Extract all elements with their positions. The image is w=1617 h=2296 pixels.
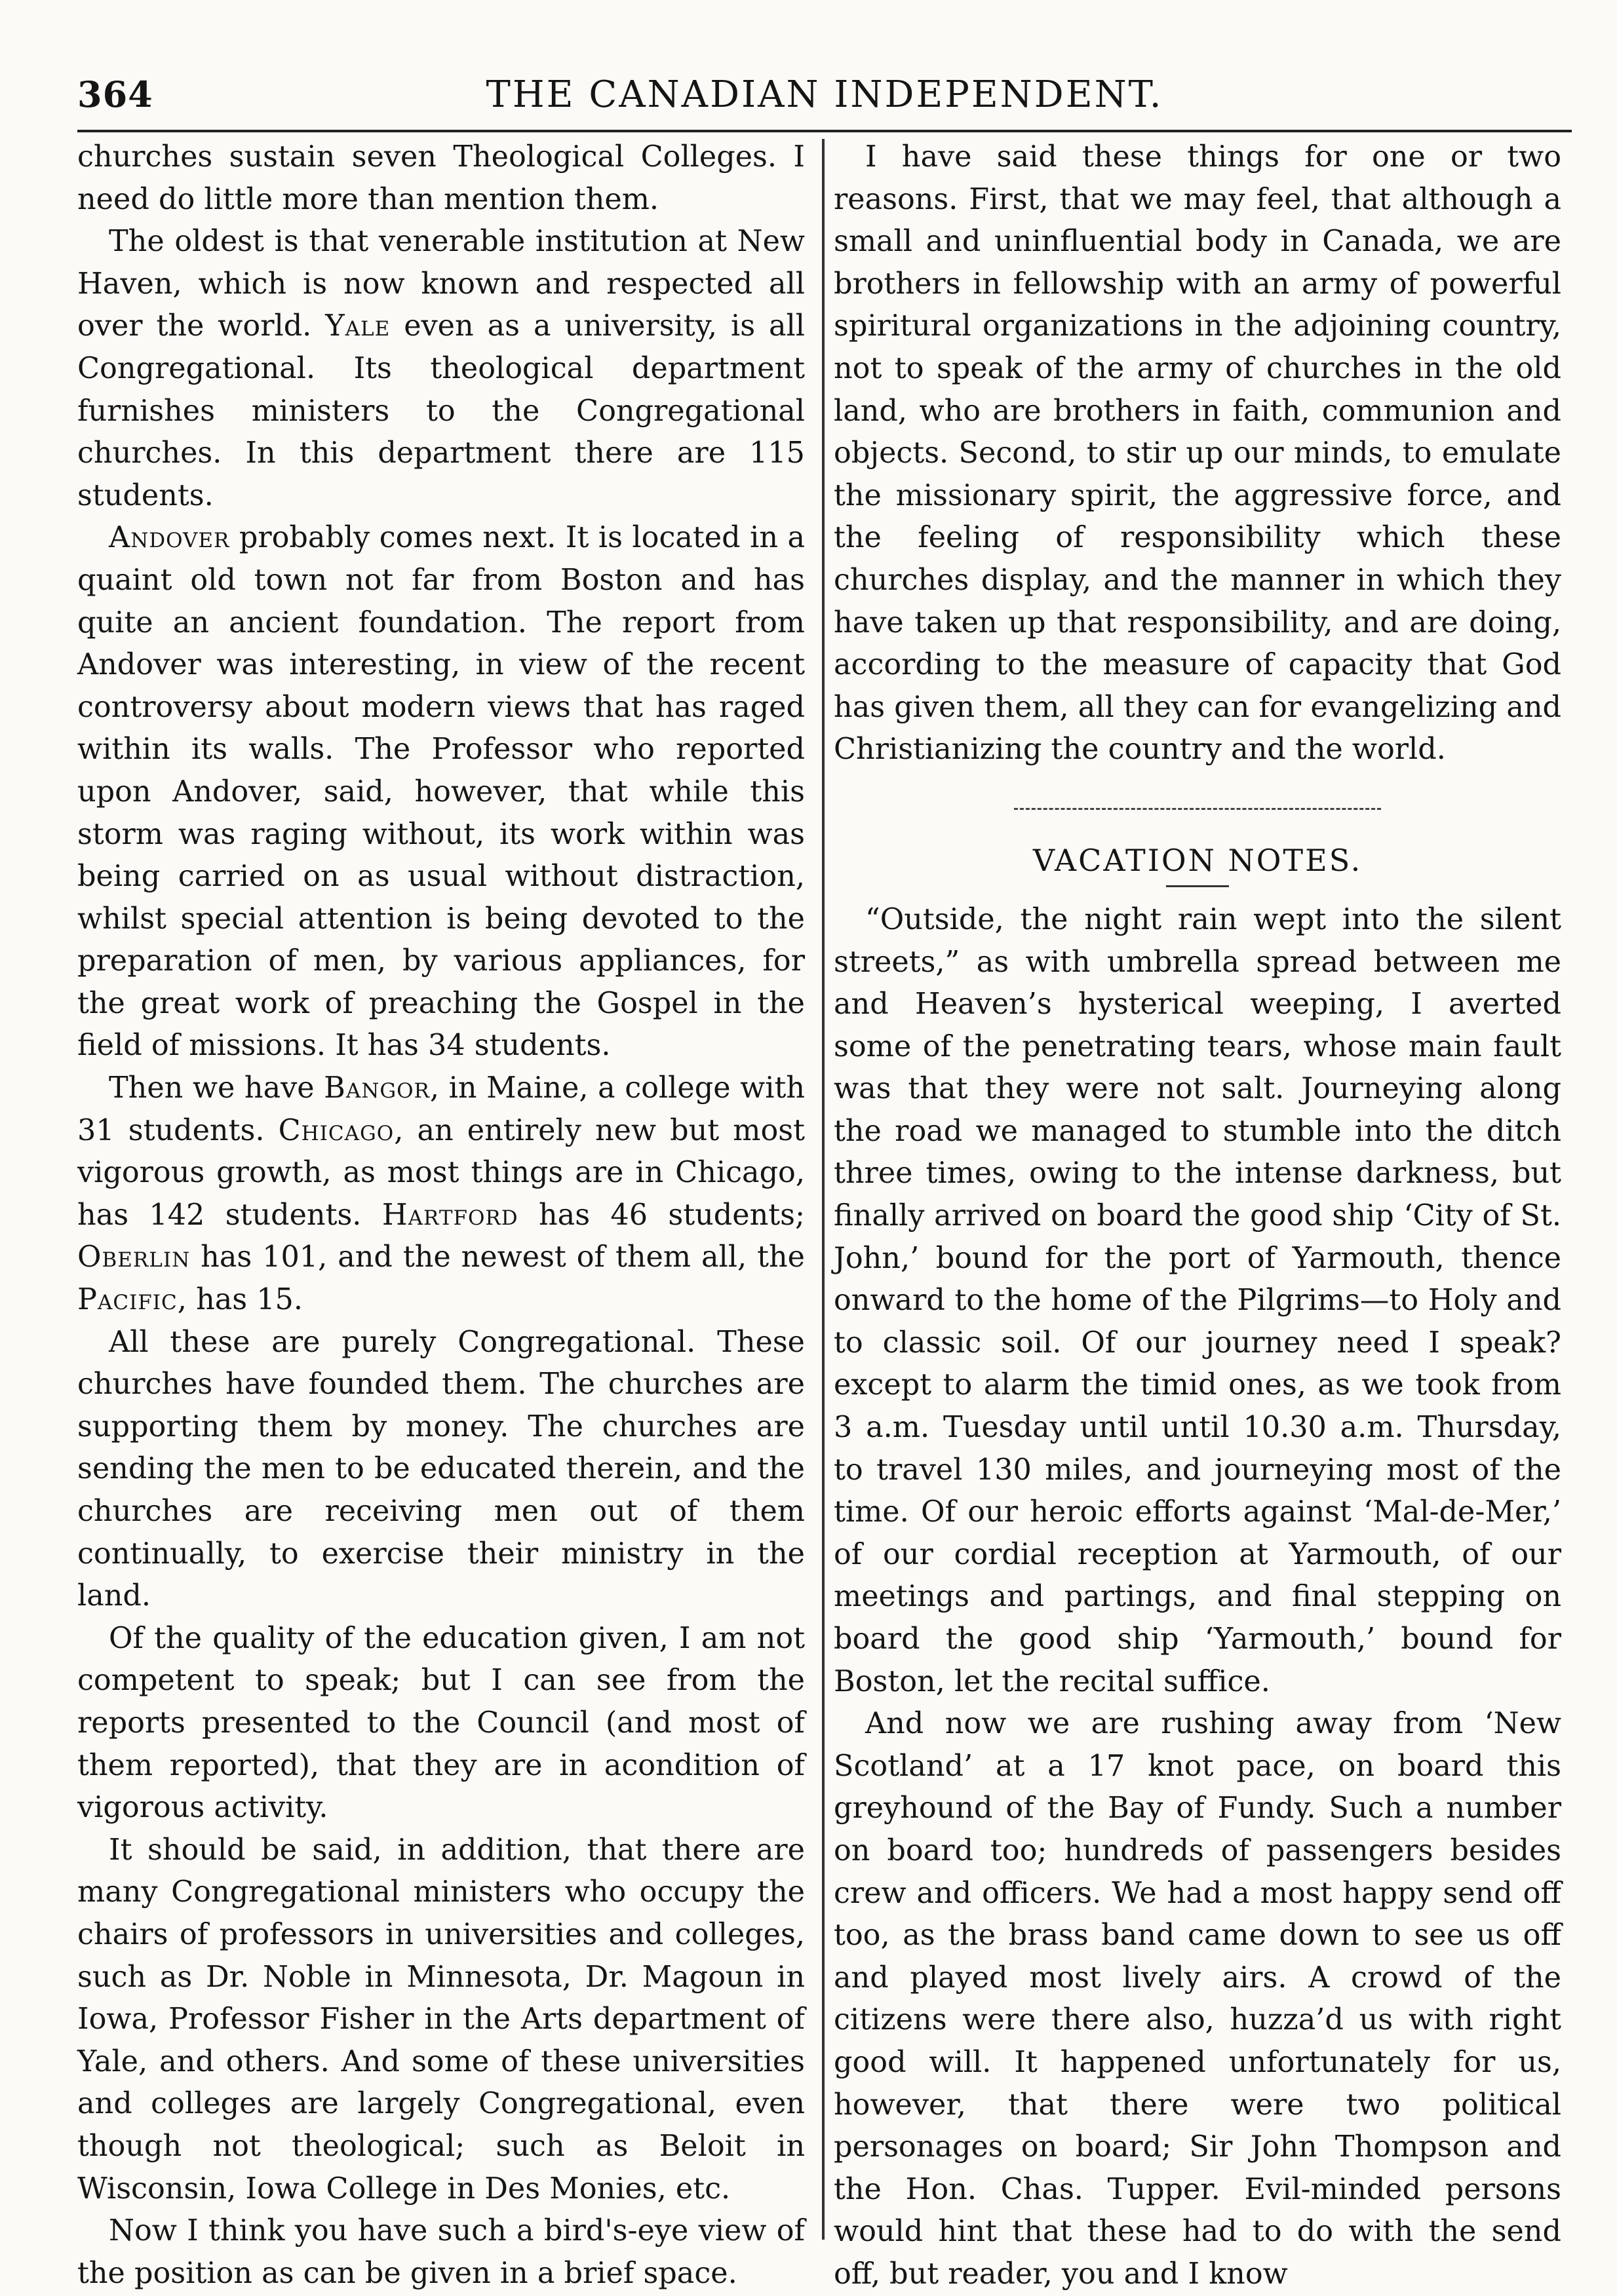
dashed-rule	[1014, 808, 1381, 810]
text-run: Then we have	[109, 1071, 324, 1105]
page-number: 364	[77, 73, 153, 115]
text-run: , an entirely new but most vigorous growth, as most things are in Chicago, has 142 students.	[77, 1113, 805, 1232]
paragraph-quality: Of the quality of the education given, I am not competent to speak; but I can see from the reports presented to the Council (and most of them reported), that they are in acondition of vigorous activity.	[77, 1621, 805, 1825]
college-name-andover: Andover	[109, 521, 230, 555]
text-run: even as a university, is all Congregational. Its theological department furnishes ministers to the Congregational churches. In this department there are 115 students.	[77, 309, 805, 512]
section-separator	[834, 771, 1561, 828]
paragraph-departure: And now we are rushing away from ‘New Scotland’ at a 17 knot pace, on board this greyhound of the Bay of Fundy. Such a number on board too; hundreds of passengers besides crew and officers. We had a most happy send off too, as the brass band came down to see us off and played most lively airs. A crowd of the citizens were there also, huzza’d us with right good will. It happened unfortunately for us, however, that there were two political personages on board; Sir John Thompson and the Hon. Chas. Tupper. Evil-minded persons would hint that these had to do with the send off, but reader, you and I know	[834, 1707, 1561, 2291]
right-column	[834, 136, 1561, 2296]
college-name-yale: Yale	[325, 309, 391, 343]
paragraph-ministers: It should be said, in addition, that there are many Congregational ministers who occupy the chairs of professors in universities and colleges, such as Dr. Noble in Minnesota, Dr. Magoun in Iowa, Professor Fisher in the Arts department of Yale, and others. And some of these universities and colleges are largely Congregational, even though not theological; such as Beloit in Wisconsin, Iowa College in Des Monies, etc.	[77, 1833, 805, 2206]
page-header	[77, 73, 1572, 126]
running-title: THE CANADIAN INDEPENDENT.	[486, 73, 1163, 116]
section-title: VACATION NOTES.	[1032, 842, 1363, 878]
text-run: has 101, and the newest of them all, the	[190, 1240, 805, 1274]
college-name-chicago: Chicago	[278, 1113, 395, 1147]
paragraph-colleges	[77, 1067, 805, 1322]
paragraph-continued: churches sustain seven Theological Colleges. I need do little more than mention them.	[77, 140, 805, 216]
text-run: The oldest is that venerable institution at New Haven, which is now known and respected all over the world.	[77, 225, 805, 343]
text-run: probably comes next. It is located in a quaint old town not far from Boston and has quite an ancient foundation. The report from Andover was interesting, in view of the recent controversy about modern views that has raged within its walls. The Professor who reported upon Andover, said, however, that while this storm was raging without, its work within was being carried on as usual without distraction, whilst special attention is being devoted to the preparation of men, by various appliances, for the great work of preaching the Gospel in the field of missions. It has 34 students.	[77, 521, 805, 1063]
left-column	[77, 136, 805, 2295]
column-divider	[822, 139, 825, 2240]
title-rule	[1166, 885, 1229, 887]
paragraph-summary: Now I think you have such a bird's-eye view of the position as can be given in a brief space.	[77, 2214, 805, 2290]
paragraph-yale	[77, 221, 805, 517]
paragraph-andover	[77, 517, 805, 1067]
header-rule	[77, 130, 1572, 132]
college-name-oberlin: Oberlin	[77, 1240, 191, 1274]
college-name-bangor: Bangor	[324, 1071, 430, 1105]
text-run: , in Maine, a college with 31 students.	[77, 1071, 805, 1147]
paragraph-journey: “Outside, the night rain wept into the silent streets,” as with umbrella spread between me and Heaven’s hysterical weeping, I averted some of the penetrating tears, whose main fault was that they were not salt. Journeying along the road we managed to stumble into the ditch three times, owing to the intense darkness, but finally arrived on board the good ship ‘City of St. John,’ bound for the port of Yarmouth, thence onward to the home of the Pilgrims—to Holy and to classic soil. Of our journey need I speak? except to alarm the timid ones, as we took from 3 a.m. Tuesday until until 10.30 a.m. Thursday, to travel 130 miles, and journeying most of the time. Of our heroic efforts against ‘Mal-de-Mer,’ of our cordial reception at Yarmouth, of our meetings and partings, and final stepping on board the good ship ‘Yarmouth,’ bound for Boston, let the recital suffice.	[834, 902, 1561, 1698]
paragraph-reasons: I have said these things for one or two reasons. First, that we may feel, that although a small and uninfluential body in Canada, we are brothers in fellowship with an army of powerful spiritural organizations in the adjoining country, not to speak of the army of churches in the old land, who are brothers in faith, communion and objects. Second, to stir up our minds, to emulate the missionary spirit, the aggressive force, and the feeling of responsibility which these churches display, and the manner in which they have taken up that responsibility, and are doing, according to the measure of capacity that God has given them, all they can for evangelizing and Christianizing the country and the world.	[834, 140, 1561, 767]
text-run: , has 15.	[177, 1283, 303, 1317]
college-name-hartford: Hartford	[381, 1198, 518, 1232]
text-run: has 46 students;	[518, 1198, 805, 1232]
paragraph-congregational: All these are purely Congregational. These churches have founded them. The churches are supporting them by money. The churches are sending the men to be educated therein, and the churches are receiving men out of them continually, to exercise their ministry in the land.	[77, 1325, 805, 1613]
college-name-pacific: Pacific	[77, 1283, 178, 1317]
